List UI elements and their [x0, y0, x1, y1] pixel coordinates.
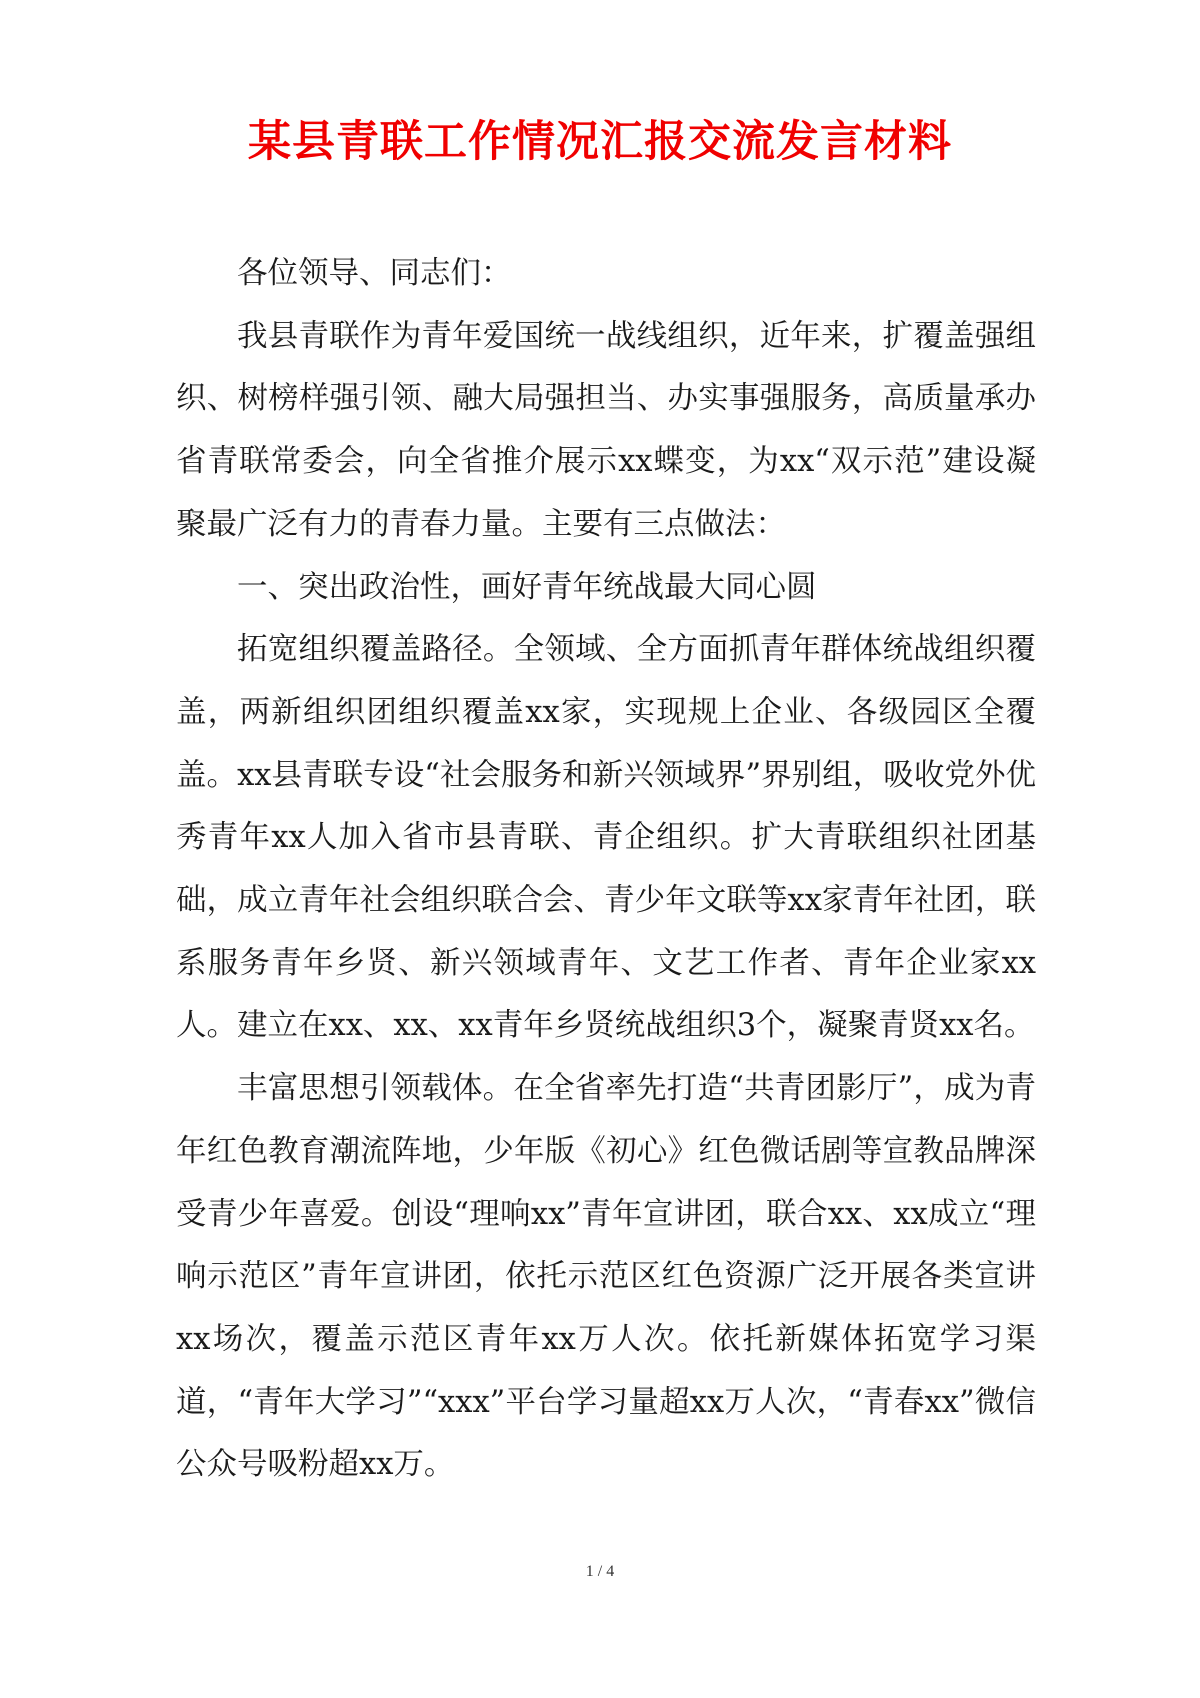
section-heading-1: 一、突出政治性，画好青年统战最大同心圆	[237, 569, 817, 605]
paragraph-ideological-guidance: 丰富思想引领载体。在全省率先打造“共青团影厅”，成为青年红色教育潮流阵地，少年版《初心》红色微话剧等宣教品牌深受青少年喜爱。创设“理响xx”青年宣讲团，联合xx、xx成立“理响示范区”青年宣讲团，依托示范区红色资源广泛开展各类宣讲xx场次，覆盖示范区青年xx万人次。依托新媒体拓宽学习渠道，“青年大学习”“xxx”平台学习量超xx万人次，“青春xx”微信公众号吸粉超xx万。	[176, 1071, 1036, 1483]
page-number: 1 / 4	[585, 1563, 615, 1580]
paragraph-intro: 我县青联作为青年爱国统一战线组织，近年来，扩覆盖强组织、树榜样强引领、融大局强担当、办实事强服务，高质量承办省青联常委会，向全省推介展示xx蝶变，为xx“双示范”建设凝聚最广泛有力的青春力量。主要有三点做法：	[176, 318, 1036, 542]
document-body	[176, 243, 1036, 1497]
paragraph-organization-coverage: 拓宽组织覆盖路径。全领域、全方面抓青年群体统战组织覆盖，两新组织团组织覆盖xx家，实现规上企业、各级园区全覆盖。xx县青联专设“社会服务和新兴领域界”界别组，吸收党外优秀青年xx人加入省市县青联、青企组织。扩大青联组织社团基础，成立青年社会组织联合会、青少年文联等xx家青年社团，联系服务青年乡贤、新兴领域青年、文艺工作者、青年企业家xx人。建立在xx、xx、xx青年乡贤统战组织3个，凝聚青贤xx名。	[176, 632, 1036, 1044]
paragraph-salutation: 各位领导、同志们：	[237, 256, 512, 291]
document-title: 某县青联工作情况汇报交流发言材料	[248, 117, 952, 167]
